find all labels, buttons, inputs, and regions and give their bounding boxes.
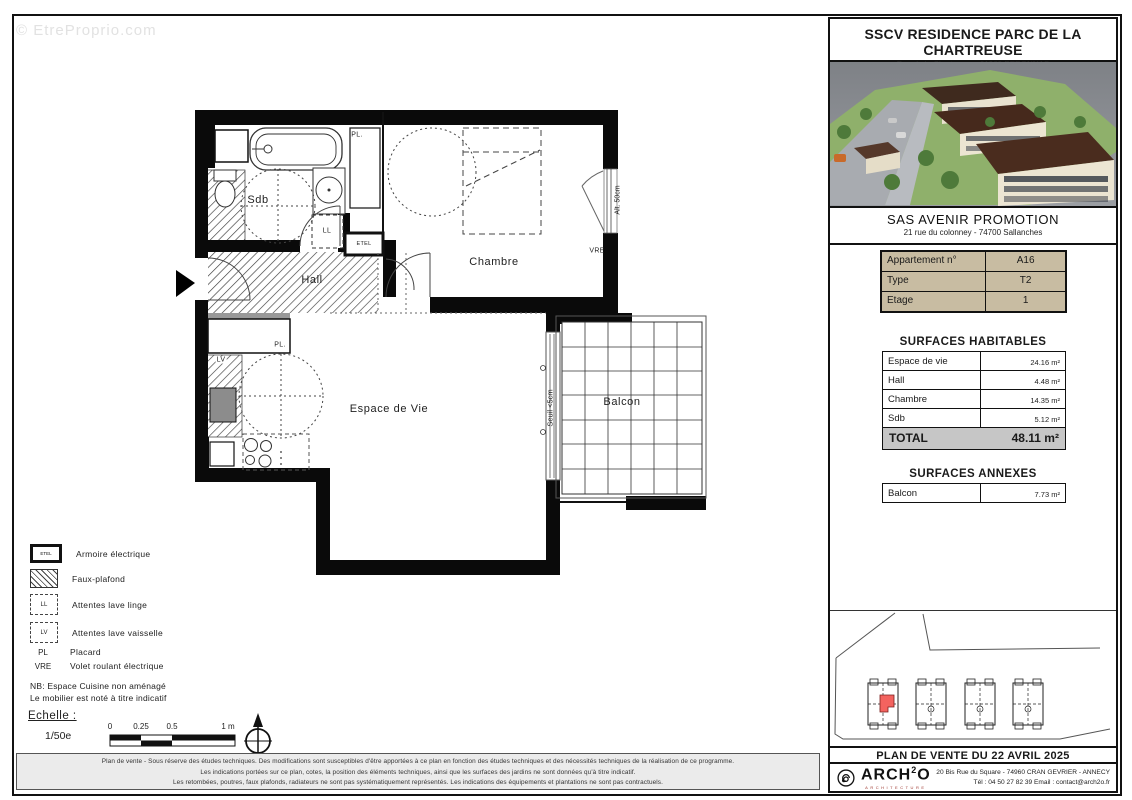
legend-label: Attentes lave vaisselle xyxy=(72,627,163,638)
architect-footer xyxy=(830,766,1116,790)
surface-label: Espace de vie xyxy=(883,352,981,370)
scale-tick-025: 0.25 xyxy=(133,722,149,731)
site-plan xyxy=(830,610,1116,746)
annotation-pl-closet: PL. xyxy=(351,131,363,139)
total-row xyxy=(883,427,1065,449)
vre-abbr: VRE xyxy=(34,661,52,671)
apartment-info-table xyxy=(880,250,1067,313)
room-label-espace-de-vie: Espace de Vie xyxy=(349,403,429,415)
spiral-icon xyxy=(836,768,856,788)
disclaimer-line-2: Les indications portées sur ce plan, cotes, la position des éléments techniques, ainsi que les surfaces des jardins ne sont données qu'à titre indicatif. xyxy=(200,768,636,776)
table-row xyxy=(883,389,1065,408)
highlighted-unit xyxy=(880,695,894,712)
disclaimer-strip xyxy=(16,753,820,790)
scale-tick-05: 0.5 xyxy=(166,722,178,731)
surfaces-habitables-title: SURFACES HABITABLES xyxy=(899,336,1047,348)
title-block-panel xyxy=(828,17,1118,793)
scale-tick-1m: 1 m xyxy=(221,722,235,731)
architect-contact xyxy=(936,768,1110,788)
surface-label: Sdb xyxy=(883,409,981,427)
table-row xyxy=(882,252,1065,271)
architect-phone-email: Tél : 04 50 27 82 39 Email : contact@arch2o.fr xyxy=(973,779,1110,786)
legend-item-faux-plafond xyxy=(30,569,125,588)
table-row xyxy=(883,370,1065,389)
residence-3d-render xyxy=(830,62,1116,208)
floor-label: Etage xyxy=(882,292,986,311)
surface-value: 4.48 m² xyxy=(1034,377,1060,386)
lv-box-icon: LV xyxy=(30,622,58,643)
annotation-window-height: Alt. 50cm xyxy=(614,185,622,215)
surface-label: Chambre xyxy=(883,390,981,408)
residence-header xyxy=(830,19,1116,62)
surface-value: 24.16 m² xyxy=(1030,358,1060,367)
annotation-pl-kitchen: PL. xyxy=(274,341,286,349)
legend-item-armoire xyxy=(30,544,150,563)
architect-name: ARCH$^2$O xyxy=(861,765,931,784)
room-label-balcon: Balcon xyxy=(603,396,641,408)
legend-item-lave-linge xyxy=(30,594,147,615)
surface-value: 14.35 m² xyxy=(1030,396,1060,405)
promoter-block xyxy=(830,208,1116,245)
hatch-swatch-icon xyxy=(30,569,58,588)
legend-item-lave-vaisselle xyxy=(30,622,163,643)
pl-abbr: PL xyxy=(38,647,48,657)
surfaces-annexes-table xyxy=(882,483,1066,503)
room-label-chambre: Chambre xyxy=(469,256,519,268)
room-label-hall: Hall xyxy=(301,274,323,286)
table-row xyxy=(882,271,1065,291)
annotation-threshold: Seuil <5cm xyxy=(545,389,555,427)
scale-tick-0: 0 xyxy=(107,722,113,731)
surfaces-habitables-table xyxy=(882,351,1066,450)
annotation-vre: VRE xyxy=(589,247,605,255)
apartment-number-value: A16 xyxy=(1016,255,1035,266)
sale-plan-date: PLAN DE VENTE DU 22 AVRIL 2025 xyxy=(830,746,1116,764)
note-line-1: NB: Espace Cuisine non aménagé xyxy=(30,681,166,691)
disclaimer-line-3: Les retombées, poutres, faux plafonds, radiateurs ne sont pas systématiquement représentés. Les indications des équipements et plantations ne sont pas contractuels. xyxy=(173,779,663,787)
table-row xyxy=(883,484,1065,502)
residence-title: SSCV RESIDENCE PARC DE LA CHARTREUSE xyxy=(864,26,1082,58)
apartment-number-label: Appartement n° xyxy=(882,252,986,271)
watermark: © EtreProprio.com xyxy=(16,22,157,39)
type-value: T2 xyxy=(1019,275,1032,286)
architect-tagline: ARCHITECTURE xyxy=(865,784,927,790)
promoter-address: 21 rue du colonney - 74700 Sallanches xyxy=(903,228,1043,237)
ll-box-icon: LL xyxy=(30,594,58,615)
annotation-etel: ETEL xyxy=(356,241,372,247)
annotation-ll: LL xyxy=(322,227,332,235)
floor-value: 1 xyxy=(1022,295,1029,306)
etel-box-icon: ETEL xyxy=(30,544,62,563)
total-value: 48.11 m² xyxy=(1011,431,1059,445)
architect-logo xyxy=(836,766,931,789)
annotation-lv: LV xyxy=(216,356,226,364)
note-line-2: Le mobilier est noté à titre indicatif xyxy=(30,693,167,703)
table-row xyxy=(883,408,1065,427)
disclaimer-line-1: Plan de vente - Sous réserve des études techniques. Des modifications sont susceptibles d'être apportées à ce plan en fonction des études techniques et des nécessités techniques de la réalisation de ce programme. xyxy=(101,758,735,765)
legend-item-volet xyxy=(30,661,164,671)
table-row xyxy=(883,352,1065,370)
surface-label: Hall xyxy=(883,371,981,389)
surface-label: Balcon xyxy=(883,484,981,502)
room-label-sdb: Sdb xyxy=(247,194,269,206)
legend-label: Volet roulant électrique xyxy=(70,661,164,671)
promoter-name: SAS AVENIR PROMOTION xyxy=(886,212,1060,227)
architect-address: 20 Bis Rue du Square - 74960 CRAN GEVRIER - ANNECY xyxy=(936,769,1110,777)
table-row xyxy=(882,291,1065,311)
legend-label: Faux-plafond xyxy=(72,573,126,584)
surface-value: 5.12 m² xyxy=(1034,415,1060,424)
surfaces-annexes-title: SURFACES ANNEXES xyxy=(909,468,1037,480)
type-label: Type xyxy=(882,272,986,291)
legend-label: Armoire électrique xyxy=(76,548,151,559)
legend-label: Attentes lave linge xyxy=(72,599,148,610)
legend-item-placard xyxy=(30,647,101,657)
surface-value: 7.73 m² xyxy=(1034,490,1060,499)
legend-label: Placard xyxy=(70,647,101,657)
total-label: TOTAL xyxy=(889,431,928,445)
scale-label: Echelle : xyxy=(28,710,77,722)
scale-value: 1/50e xyxy=(45,730,72,742)
